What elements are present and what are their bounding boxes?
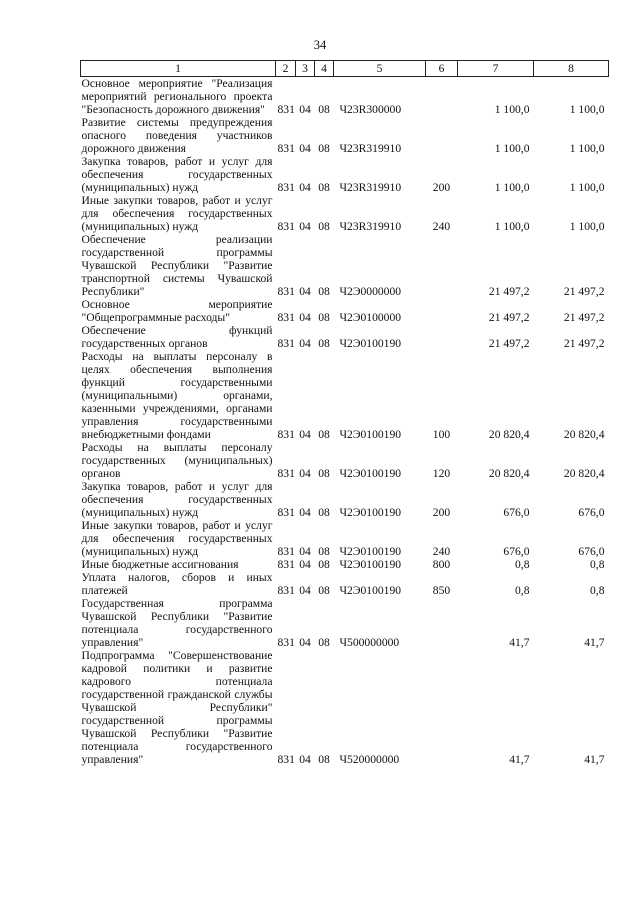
target-article: Ч23R319910 — [339, 220, 402, 233]
table-header-row — [81, 61, 609, 77]
amount-year-2: 1 100,0 — [569, 181, 605, 194]
item-name: Обеспечение реализации государственной программы Чувашской Республики "Развитие транспортной системы Чувашской Республики" — [81, 233, 273, 298]
amount-year-2: 1 100,0 — [569, 142, 605, 155]
header-col-5: 5 — [334, 61, 426, 77]
subsection-code: 08 — [318, 311, 330, 324]
amount-year-2: 1 100,0 — [569, 103, 605, 116]
table-body — [81, 77, 609, 767]
subsection-code: 08 — [318, 428, 330, 441]
section-code: 04 — [299, 584, 311, 597]
expense-type: 800 — [432, 558, 451, 571]
amount-year-1: 21 497,2 — [488, 337, 530, 350]
table-row — [81, 480, 609, 519]
amount-year-2: 21 497,2 — [563, 337, 605, 350]
item-name: Расходы на выплаты персоналу государственных (муниципальных) органов — [81, 441, 273, 480]
section-code: 04 — [299, 337, 311, 350]
item-name: Закупка товаров, работ и услуг для обеспечения государственных (муниципальных) нужд — [81, 155, 273, 194]
table-row — [81, 324, 609, 350]
amount-year-2: 41,7 — [584, 753, 605, 766]
amount-year-1: 0,8 — [515, 584, 530, 597]
expense-type — [426, 298, 458, 324]
expense-type — [426, 597, 458, 649]
subsection-code: 08 — [318, 103, 330, 116]
section-code: 04 — [299, 142, 311, 155]
item-name: Развитие системы предупреждения опасного поведения участников дорожного движения — [81, 116, 273, 155]
section-code: 04 — [299, 467, 311, 480]
amount-year-1: 41,7 — [509, 753, 530, 766]
subsection-code: 08 — [318, 558, 330, 571]
table-row — [81, 597, 609, 649]
ministry-code: 831 — [277, 142, 295, 155]
item-name: Иные закупки товаров, работ и услуг для обеспечения государственных (муниципальных) нужд — [81, 519, 273, 558]
target-article: Ч23R319910 — [339, 142, 402, 155]
table-row — [81, 155, 609, 194]
item-name: Государственная программа Чувашской Республики "Развитие потенциала государственного управления" — [81, 597, 273, 649]
table-row — [81, 649, 609, 766]
expense-type: 100 — [432, 428, 451, 441]
table-row — [81, 233, 609, 298]
subsection-code: 08 — [318, 337, 330, 350]
expense-type: 120 — [432, 467, 451, 480]
amount-year-2: 1 100,0 — [569, 220, 605, 233]
amount-year-1: 1 100,0 — [494, 142, 530, 155]
amount-year-2: 0,8 — [590, 558, 605, 571]
section-code: 04 — [299, 285, 311, 298]
amount-year-1: 676,0 — [503, 545, 530, 558]
expense-type — [426, 116, 458, 155]
section-code: 04 — [299, 181, 311, 194]
subsection-code: 08 — [318, 506, 330, 519]
expense-type — [426, 77, 458, 117]
amount-year-2: 20 820,4 — [563, 428, 605, 441]
amount-year-1: 21 497,2 — [488, 285, 530, 298]
amount-year-2: 20 820,4 — [563, 467, 605, 480]
amount-year-1: 1 100,0 — [494, 103, 530, 116]
expense-type: 240 — [432, 545, 451, 558]
target-article: Ч2Э0000000 — [339, 285, 402, 298]
expense-type: 200 — [432, 506, 451, 519]
ministry-code: 831 — [277, 753, 295, 766]
target-article: Ч2Э0100190 — [339, 428, 402, 441]
expense-type — [426, 324, 458, 350]
ministry-code: 831 — [277, 220, 295, 233]
amount-year-2: 0,8 — [590, 584, 605, 597]
target-article: Ч23R300000 — [339, 103, 402, 116]
expense-type — [426, 649, 458, 766]
expense-type: 240 — [432, 220, 451, 233]
section-code: 04 — [299, 636, 311, 649]
item-name: Иные закупки товаров, работ и услуг для обеспечения государственных (муниципальных) нужд — [81, 194, 273, 233]
section-code: 04 — [299, 506, 311, 519]
section-code: 04 — [299, 558, 311, 571]
subsection-code: 08 — [318, 753, 330, 766]
expense-type — [426, 233, 458, 298]
ministry-code: 831 — [277, 636, 295, 649]
target-article: Ч500000000 — [339, 636, 400, 649]
amount-year-1: 1 100,0 — [494, 220, 530, 233]
item-name: Обеспечение функций государственных органов — [81, 324, 273, 350]
ministry-code: 831 — [277, 285, 295, 298]
table-row — [81, 298, 609, 324]
item-name: Основное мероприятие "Реализация мероприятий регионального проекта "Безопасность дорожного движения" — [81, 77, 273, 116]
amount-year-1: 20 820,4 — [488, 467, 530, 480]
amount-year-1: 0,8 — [515, 558, 530, 571]
header-col-7: 7 — [458, 61, 534, 77]
amount-year-1: 41,7 — [509, 636, 530, 649]
table-row — [81, 571, 609, 597]
target-article: Ч520000000 — [339, 753, 400, 766]
table-row — [81, 77, 609, 117]
amount-year-1: 20 820,4 — [488, 428, 530, 441]
expense-type: 850 — [432, 584, 451, 597]
target-article: Ч23R319910 — [339, 181, 402, 194]
table-row — [81, 116, 609, 155]
subsection-code: 08 — [318, 636, 330, 649]
section-code: 04 — [299, 753, 311, 766]
ministry-code: 831 — [277, 558, 295, 571]
subsection-code: 08 — [318, 181, 330, 194]
subsection-code: 08 — [318, 467, 330, 480]
amount-year-2: 41,7 — [584, 636, 605, 649]
table-row — [81, 194, 609, 233]
table-row — [81, 441, 609, 480]
table-row — [81, 519, 609, 558]
target-article: Ч2Э0100190 — [339, 558, 402, 571]
item-name: Закупка товаров, работ и услуг для обеспечения государственных (муниципальных) нужд — [81, 480, 273, 519]
amount-year-1: 21 497,2 — [488, 311, 530, 324]
target-article: Ч2Э0100190 — [339, 467, 402, 480]
ministry-code: 831 — [277, 467, 295, 480]
header-col-4: 4 — [315, 61, 334, 77]
target-article: Ч2Э0100190 — [339, 506, 402, 519]
header-col-8: 8 — [534, 61, 609, 77]
ministry-code: 831 — [277, 545, 295, 558]
header-col-3: 3 — [296, 61, 315, 77]
section-code: 04 — [299, 545, 311, 558]
ministry-code: 831 — [277, 311, 295, 324]
section-code: 04 — [299, 428, 311, 441]
header-col-6: 6 — [426, 61, 458, 77]
section-code: 04 — [299, 103, 311, 116]
header-col-2: 2 — [276, 61, 296, 77]
target-article: Ч2Э0100000 — [339, 311, 402, 324]
amount-year-2: 21 497,2 — [563, 311, 605, 324]
ministry-code: 831 — [277, 103, 295, 116]
section-code: 04 — [299, 220, 311, 233]
item-name: Основное мероприятие "Общепрограммные расходы" — [81, 298, 273, 324]
amount-year-2: 676,0 — [578, 506, 605, 519]
target-article: Ч2Э0100190 — [339, 337, 402, 350]
ministry-code: 831 — [277, 337, 295, 350]
item-name: Иные бюджетные ассигнования — [81, 558, 239, 571]
subsection-code: 08 — [318, 285, 330, 298]
ministry-code: 831 — [277, 584, 295, 597]
section-code: 04 — [299, 311, 311, 324]
ministry-code: 831 — [277, 181, 295, 194]
amount-year-1: 1 100,0 — [494, 181, 530, 194]
subsection-code: 08 — [318, 220, 330, 233]
page-number: 34 — [313, 38, 327, 52]
target-article: Ч2Э0100190 — [339, 584, 402, 597]
ministry-code: 831 — [277, 506, 295, 519]
budget-table — [80, 60, 609, 766]
target-article: Ч2Э0100190 — [339, 545, 402, 558]
item-name: Расходы на выплаты персоналу в целях обеспечения выполнения функций государственными (муниципальными) органами, казенными учреждениями, органами управления государственными внебюджетными фондами — [81, 350, 273, 441]
table-row — [81, 350, 609, 441]
subsection-code: 08 — [318, 142, 330, 155]
amount-year-2: 676,0 — [578, 545, 605, 558]
ministry-code: 831 — [277, 428, 295, 441]
expense-type: 200 — [432, 181, 451, 194]
header-col-1: 1 — [81, 61, 276, 77]
amount-year-1: 676,0 — [503, 506, 530, 519]
item-name: Уплата налогов, сборов и иных платежей — [81, 571, 273, 597]
amount-year-2: 21 497,2 — [563, 285, 605, 298]
subsection-code: 08 — [318, 584, 330, 597]
table-row — [81, 558, 609, 571]
subsection-code: 08 — [318, 545, 330, 558]
item-name: Подпрограмма "Совершенствование кадровой политики и развитие кадрового потенциала государственной гражданской службы Чувашской Республики" государственной программы Чувашской Республики "Развитие потенциала государственного управления" — [81, 649, 273, 766]
